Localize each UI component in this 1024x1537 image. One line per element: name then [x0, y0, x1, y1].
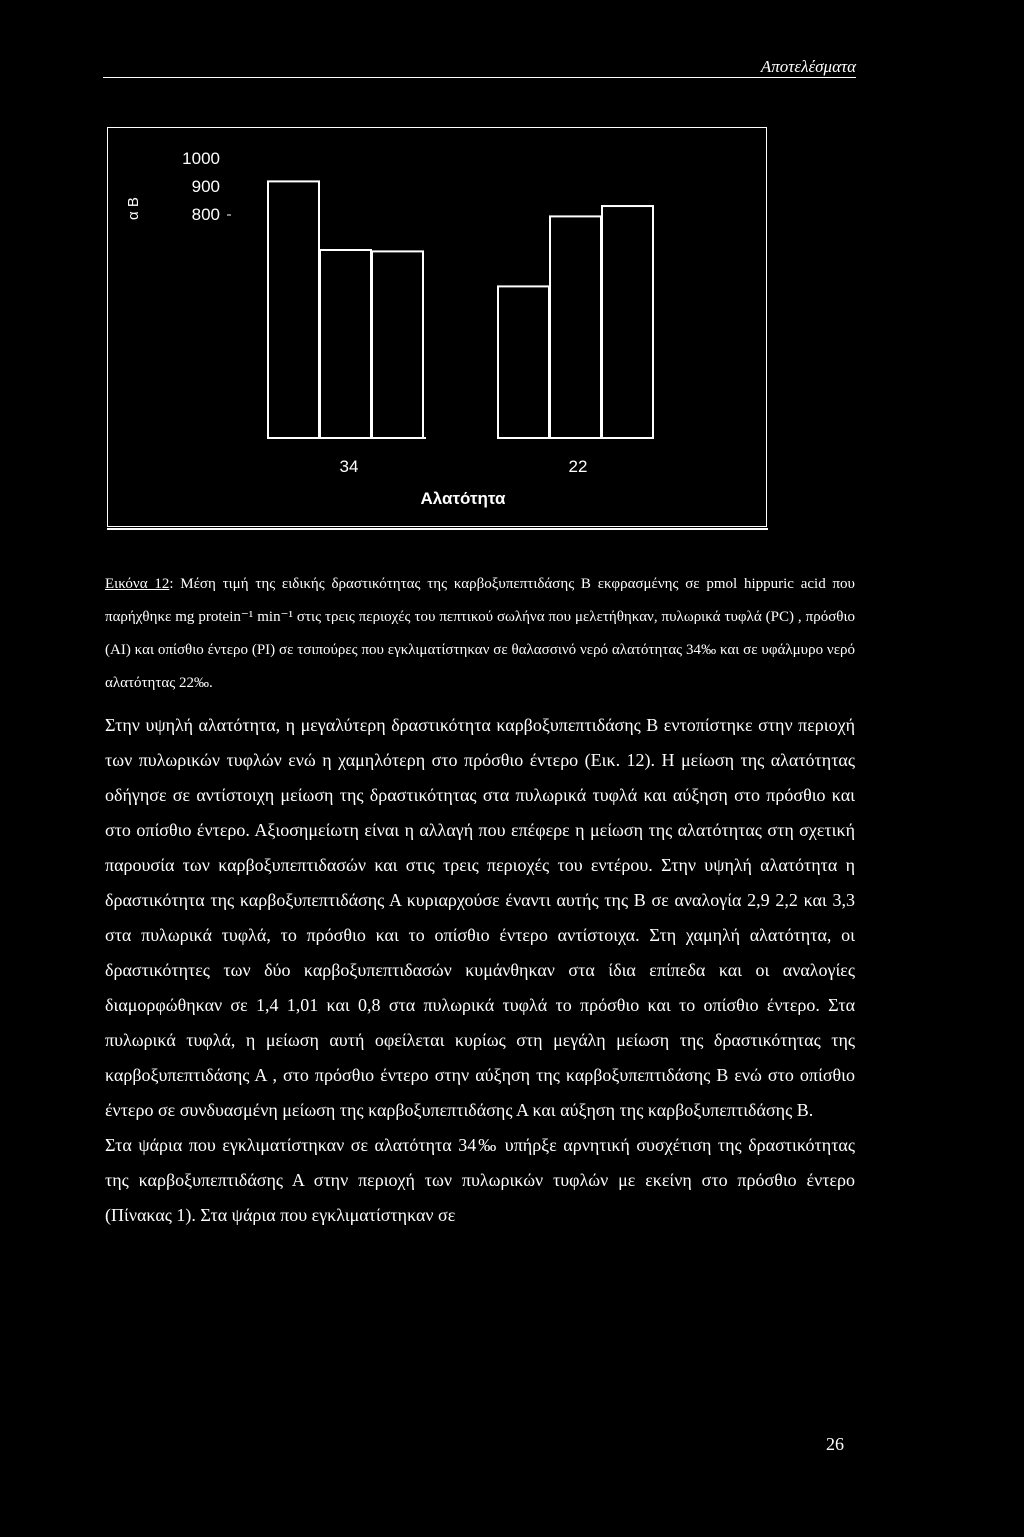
- figure-shadow: [107, 528, 768, 530]
- caption-text: : Μέση τιμή της ειδικής δραστικότητας της καρβοξυπεπτιδάσης Β εκφρασμένης σε pmol hippuric acid που παρήχθηκε mg protein⁻¹ min⁻¹ στις τρεις περιοχές του πεπτικού σωλήνα που μελετήθηκαν, πυλωρικά τυφλά (PC) , πρόσθιο (AI) και οπίσθιο έντερο (PI) σε τσιπούρες που εγκλιματίστηκαν σε θαλασσινό νερό αλατότητας 34‰ και σε υφάλμυρο νερό αλατότητας 22‰.: [105, 576, 855, 691]
- bar-1-2: [320, 250, 371, 438]
- header-rule: [103, 77, 856, 78]
- x-group-label: 22: [568, 457, 588, 476]
- bar-1-1: [268, 181, 319, 438]
- x-group-label: 34: [339, 457, 359, 476]
- body-text: [105, 708, 855, 1233]
- figure-caption: [105, 568, 855, 700]
- x-axis-title: Αλατότητα: [420, 489, 506, 508]
- y-tick-label: 1000: [182, 149, 220, 168]
- y-tick-label: 900: [191, 177, 220, 196]
- bar-chart: [108, 128, 766, 526]
- bar-2-2: [550, 216, 601, 438]
- page-number: 26: [826, 1434, 844, 1454]
- bar-2-1: [498, 286, 549, 438]
- bar-1-3: [372, 251, 423, 438]
- caption-label: Εικόνα 12: [105, 576, 170, 592]
- y-axis-label-fragment: α Β: [125, 197, 142, 220]
- paragraph: Στα ψάρια που εγκλιματίστηκαν σε αλατότητα 34‰ υπήρξε αρνητική συσχέτιση της δραστικότητας της καρβοξυπεπτιδάσης Α στην περιοχή των πυλωρικών τυφλών με εκείνη στο πρόσθιο έντερο (Πίνακας 1). Στα ψάρια που εγκλιματίστηκαν σε: [105, 1135, 855, 1225]
- running-header: Αποτελέσματα: [760, 57, 856, 76]
- y-tick-label: 800: [191, 205, 220, 224]
- bar-2-3: [602, 206, 653, 438]
- figure-chart: [107, 127, 767, 527]
- paragraph: Στην υψηλή αλατότητα, η μεγαλύτερη δραστικότητα καρβοξυπεπτιδάσης Β εντοπίστηκε στην περιοχή των πυλωρικών τυφλών ενώ η χαμηλότερη στο πρόσθιο έντερο (Εικ. 12). Η μείωση της αλατότητας οδήγησε σε αντίστοιχη μείωση της δραστικότητας στα πυλωρικά τυφλά και αύξηση στο πρόσθιο και στο οπίσθιο έντερο. Αξιοσημείωτη είναι η αλλαγή που επέφερε η μείωση της αλατότητας στη σχετική παρουσία των καρβοξυπεπτιδασών και στις τρεις περιοχές του εντέρου. Στην υψηλή αλατότητα η δραστικότητα της καρβοξυπεπτιδάσης Α κυριαρχούσε έναντι αυτής της Β σε αναλογία 2,9 2,2 και 3,3 στα πυλωρικά τυφλά, το πρόσθιο και το οπίσθιο έντερο αντίστοιχα. Στη χαμηλή αλατότητα, οι δραστικότητες των δύο καρβοξυπεπτιδασών κυμάνθηκαν στα ίδια επίπεδα και οι αναλογίες διαμορφώθηκαν σε 1,4 1,01 και 0,8 στα πυλωρικά τυφλά το πρόσθιο και το οπίσθιο έντερο. Στα πυλωρικά τυφλά, η μείωση αυτή οφείλεται κυρίως στη μεγάλη μείωση της δραστικότητας της καρβοξυπεπτιδάσης Α , στο πρόσθιο έντερο στην αύξηση της καρβοξυπεπτιδάσης Β ενώ στο οπίσθιο έντερο σε συνδυασμένη μείωση της καρβοξυπεπτιδάσης Α και αύξηση της καρβοξυπεπτιδάσης Β.: [105, 715, 855, 1120]
